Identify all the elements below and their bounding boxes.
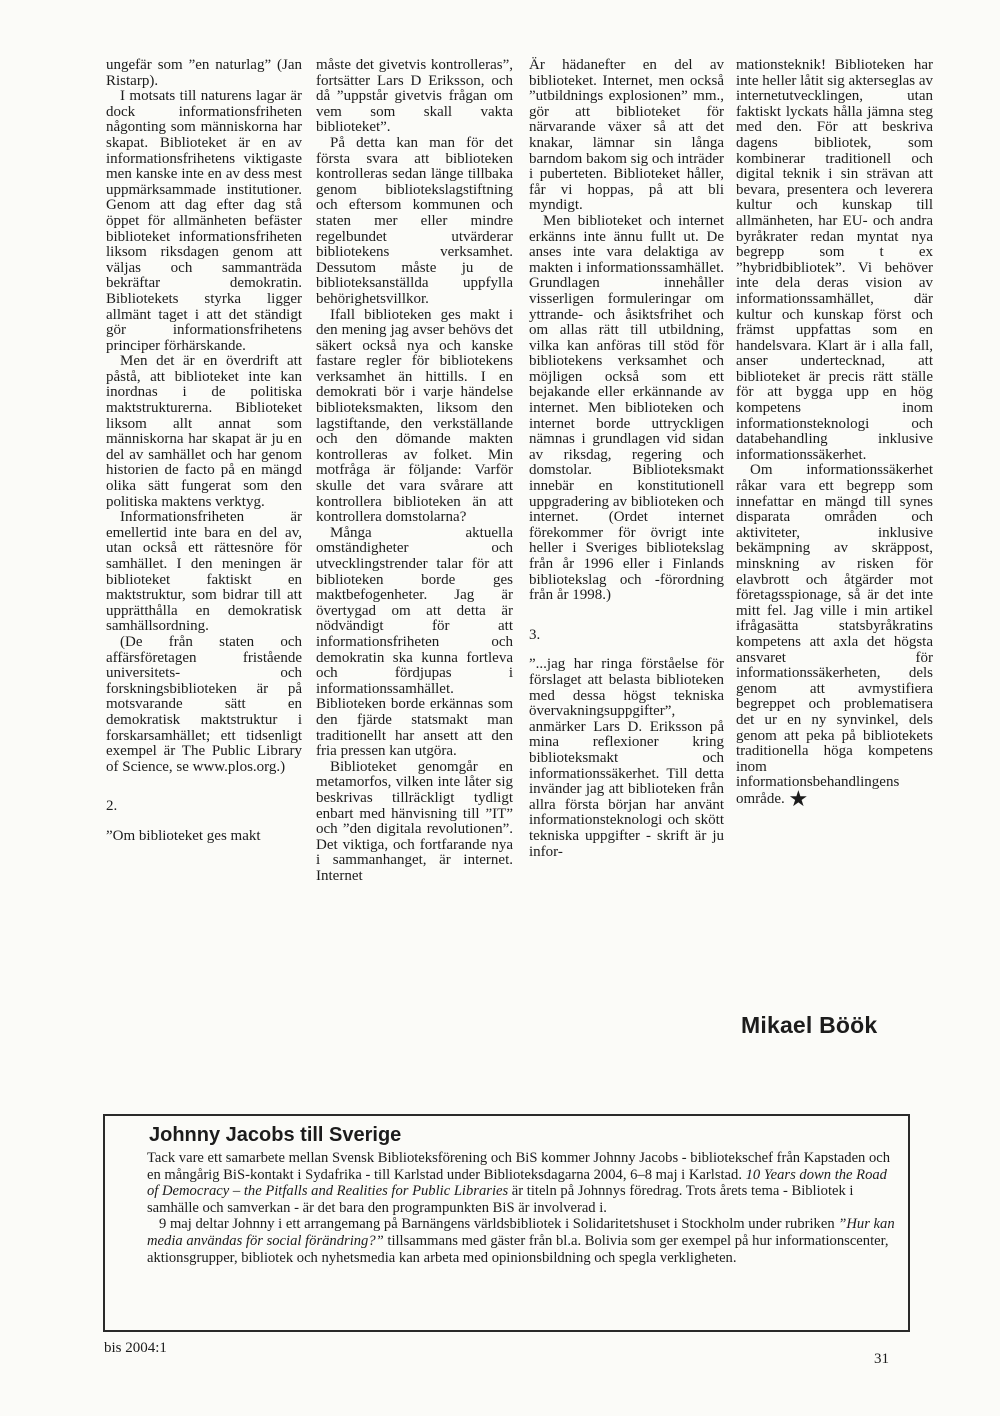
paragraph: Många aktuella omständigheter och utvecklingstrender talar för att biblioteken borde ges maktbefogenheter. Jag är övertygad om att detta är nödvändigt för att informationsfriheten och demokratin ska kunna fortleva och fördjupas i informationssamhället. Biblioteken borde erkännas som den fjärde statsmakt man traditionellt har ansett att den fria pressen kan utgöra.: [316, 524, 513, 760]
paragraph: ”...jag har ringa förståelse för förslaget att belasta biblioteken med dessa högst tekniska övervakningsuppgifter”, anmärker Lars D. Eriksson på mina reflexioner kring biblioteksmakt och informationssäkerhet. Till detta invänder jag att biblioteken från allra första början har använt informationsteknologi och skött tekniska uppgifter - skrift är ju infor-: [529, 656, 724, 860]
paragraph: mationsteknik! Biblioteken har inte heller låtit sig akterseglas av internetutvecklingen, utan faktiskt lyckats hålla jämna steg med den. För att beskriva dagens bibliotek, som kombinerar traditionell och digital teknik i sin strävan att bevara, presentera och leverera kultur och kunskap till allmänheten, har EU- och andra byråkrater redan myntat nya begrepp som t ex ”hybridbibliotek”. Vi behöver inte dela deras vision av informationssamhället, där kultur och kunskap först och främst uppfattas som en handelsvara. Klart är i alla fall, anser undertecknad, att biblioteket är precis rätt ställe för att bygga upp en hög kompetens inom informationsteknologi och databehandling inklusive informationssäkerhet.: [736, 57, 934, 463]
section-number: 2.: [106, 798, 118, 815]
star-icon: ★: [788, 785, 809, 811]
announcement-box: [103, 1114, 910, 1332]
article-column-2: [316, 58, 513, 884]
paragraph: ”Om biblioteket ges makt: [106, 827, 261, 844]
paragraph: På detta kan man för det första svara att biblioteken kontrolleras sedan länge tillbaka genom bibliotekslagstiftning och eftersom kommunen och staten mer eller mindre regelbundet utvärderar bibliotekens verksamhet. Dessutom måste ju de biblioteksanställda uppfylla behörighetsvillkor.: [316, 134, 513, 307]
text-run: Tack vare ett samarbete mellan Svensk Biblioteksförening och BiS kommer Johnny Jacobs - bibliotekschef från Kapstaden och en mångårig BiS-kontakt i Sydafrika - till Karlstad under Biblioteksdagarna 2004, 6–8 maj i Karlstad.: [147, 1150, 891, 1183]
text-run: är titeln på Johnnys föredrag. Trots årets tema - Bibliotek i samhälle och samverkan - är det bara den programpunkten BiS är involverad i.: [147, 1183, 854, 1216]
event-title: ”Hur kan media användas för social förändring?”: [147, 1216, 895, 1249]
paragraph: I motsats till naturens lagar är dock informationsfriheten någonting som människorna har skapat. Biblioteket är en av informationsfrihetens viktigaste men kanske inte en av dess mest uppmärksammade institutioner. Genom att dag efter dag stå öppet för allmänheten befäster biblioteket informationsfriheten liksom riksdagen genom att väljas och sammanträda bekräftar demokratin. Bibliotekets styrka ligger allmänt taget i att det ständigt gör informationsfrihetens principer förhärskande.: [106, 88, 302, 354]
page-number: 31: [874, 1351, 889, 1367]
paragraph: [736, 462, 933, 811]
paragraph: Informationsfriheten är emellertid inte bara en del av, utan också ett rättesnöre för samhället. I den meningen är biblioteket faktiskt en maktstruktur, som bidrar till att upprätthålla en demokratisk samhällsordning.: [106, 509, 302, 635]
lecture-title: 10 Years down the Road of Democracy – the Pitfalls and Realities for Public Libraries: [147, 1166, 887, 1200]
paragraph: (De från staten och affärsföretagen fristående universitets- och forskningsbiblioteken är på motsvarande sätt en demokratisk maktstruktur i forskarsamhället; ett tidsenligt exempel är The Public Library of Science, se www.plos.org.): [106, 633, 302, 775]
paragraph: Men biblioteket och internet erkänns inte ännu fullt ut. De anses inte vara delaktiga av makten i informationssamhället. Grundlagen innehåller visserligen formuleringar om yttrande- och åsiktsfrihet och om allas rätt till utbildning, vilka kan anföras till stöd för bibliotekens verksamhet och möjligen också som ett bejakande eller erkännande av internet. Men biblioteken och internet borde uttryckligen nämnas i grundlagen vid sidan av riksdag, regering och domstolar. Biblioteksmakt innebär en konstitutionell uppgradering av biblioteken och internet. (Ordet internet förekommer för övrigt inte heller i Sveriges bibliotekslag från år 1996 eller i Finlands bibliotekslag och -förordning från år 1998.): [529, 212, 724, 604]
announcement-paragraph: [147, 1150, 899, 1216]
section-number: 3.: [529, 626, 541, 643]
text-run: tillsammans med gäster från bl.a. Bolivia som ger exempel på hur informationscenter, aktionsgrupper, bibliotek och nyhetsmedia kan arbeta med opinionsbildning och spegla verkligheten.: [147, 1232, 889, 1266]
author-byline: Mikael Böök: [741, 1012, 878, 1038]
announcement-paragraph: [147, 1216, 899, 1266]
article-column-3: [529, 58, 724, 860]
article-column-4: [736, 57, 934, 811]
paragraph: Ifall biblioteken ges makt i den mening jag avser behövs det säkert också nya och kanske fastare regler för bibliotekens verksamhet än hittills. I en demokrati bör i varje händelse biblioteksmakten, liksom den lagstiftande, den verkställande och den dömande makten kontrolleras av folket. Min motfråga är följande: Varför skulle det vara svårare att kontrollera biblioteken än att kontrollera domstolarna?: [316, 306, 513, 526]
paragraph: Biblioteket genomgår en metamorfos, vilken inte låter sig beskrivas tillräckligt tydligt enbart med hänvisning till ”IT” och ”den digitala revolutionen”. Det viktiga, och fortfarande nya i sammanhanget, är internet. Internet: [316, 758, 513, 884]
announcement-title: Johnny Jacobs till Sverige: [149, 1124, 402, 1146]
article-column-1: [106, 58, 302, 845]
paragraph: Är hädanefter en del av biblioteket. Internet, men också ”utbildnings explosionen” mm., gör att biblioteket för närvarande växer så att det knakar, lämnar sin långa barndom bakom sig och inträder i puberteten. Biblioteket håller, får vi hoppas, på att bli myndigt.: [529, 57, 724, 214]
paragraph: måste det givetvis kontrolleras”, fortsätter Lars D Eriksson, och då ”uppstår givetvis frågan om vem som skall vakta biblioteket”.: [316, 57, 513, 136]
paragraph: ungefär som ”en naturlag” (Jan Ristarp).: [106, 57, 302, 89]
text-run: 9 maj deltar Johnny i ett arrangemang på Barnängens världsbibliotek i Solidaritetshuset i Stockholm under rubriken: [159, 1216, 839, 1233]
paragraph-text: Om informationssäkerhet råkar vara ett begrepp som innefattar en mängd till synes disparata områden och aktiviteter, inklusive bekämpning av skräppost, minskning av risken för elavbrott och åtgärder mot företagsspionage, så är det inte mitt fel. Jag ville i min artikel ifrågasätta statsbyråkratins kompetens att axla det högsta ansvaret för informationssäkerheten, dels genom att avmystifiera begreppet och problematisera det ur en ny synvinkel, dels genom att peka på bibliotekets traditionella höga kompetens inom informationsbehandlingens område.: [736, 462, 933, 807]
issue-label: bis 2004:1: [104, 1340, 167, 1356]
paragraph: Men det är en överdrift att påstå, att biblioteket inte kan inordnas i de politiska maktstrukturerna. Biblioteket liksom allt annat som människorna har skapat är ju en del av samhället och har genom historien de facto på en mängd olika sätt fungerat som den politiska maktens verktyg.: [106, 353, 302, 510]
announcement-body: [147, 1150, 899, 1266]
